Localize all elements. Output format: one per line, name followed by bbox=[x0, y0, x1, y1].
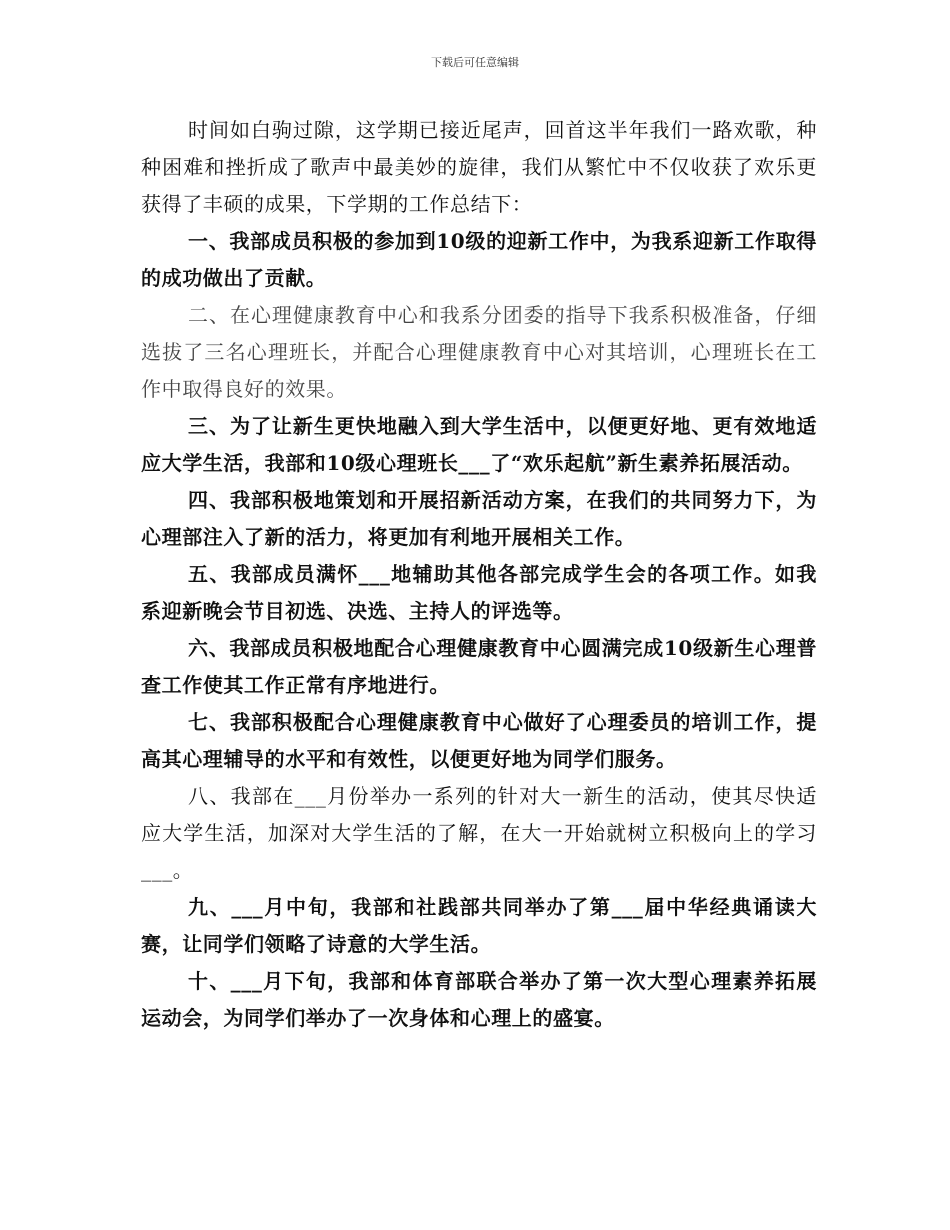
paragraph-item-1: 一、我部成员积极的参加到10级的迎新工作中，为我系迎新工作取得的成功做出了贡献。 bbox=[141, 229, 817, 290]
paragraph-item-9: 九、___月中旬，我部和社践部共同举办了第___届中华经典诵读大赛，让同学们领略了诗意的大学生活。 bbox=[141, 895, 817, 956]
page-header: 下载后可任意编辑 bbox=[431, 56, 519, 69]
paragraph-item-6: 六、我部成员积极地配合心理健康教育中心圆满完成10级新生心理普查工作使其工作正常有序地进行。 bbox=[141, 636, 817, 697]
paragraph-item-2: 二、在心理健康教育中心和我系分团委的指导下我系积极准备，仔细选拔了三名心理班长，并配合心理健康教育中心对其培训，心理班长在工作中取得良好的效果。 bbox=[141, 303, 817, 401]
paragraph-item-4: 四、我部积极地策划和开展招新活动方案，在我们的共同努力下，为心理部注入了新的活力，将更加有利地开展相关工作。 bbox=[141, 488, 817, 549]
paragraph-item-10: 十、___月下旬，我部和体育部联合举办了第一次大型心理素养拓展运动会，为同学们举办了一次身体和心理上的盛宴。 bbox=[141, 969, 817, 1030]
paragraph-intro: 时间如白驹过隙，这学期已接近尾声，回首这半年我们一路欢歌，种种困难和挫折成了歌声中最美妙的旋律，我们从繁忙中不仅收获了欢乐更获得了丰硕的成果，下学期的工作总结下： bbox=[141, 118, 817, 216]
paragraph-item-5: 五、我部成员满怀___地辅助其他各部完成学生会的各项工作。如我系迎新晚会节目初选、决选、主持人的评选等。 bbox=[141, 562, 817, 623]
document-body bbox=[141, 112, 817, 1037]
paragraph-item-3: 三、为了让新生更快地融入到大学生活中，以便更好地、更有效地适应大学生活，我部和10级心理班长___了“欢乐起航”新生素养拓展活动。 bbox=[141, 414, 817, 475]
paragraph-item-8: 八、我部在___月份举办一系列的针对大一新生的活动，使其尽快适应大学生活，加深对大学生活的了解，在大一开始就树立积极向上的学习___。 bbox=[141, 784, 817, 882]
paragraph-item-7: 七、我部积极配合心理健康教育中心做好了心理委员的培训工作，提高其心理辅导的水平和有效性，以便更好地为同学们服务。 bbox=[141, 710, 817, 771]
